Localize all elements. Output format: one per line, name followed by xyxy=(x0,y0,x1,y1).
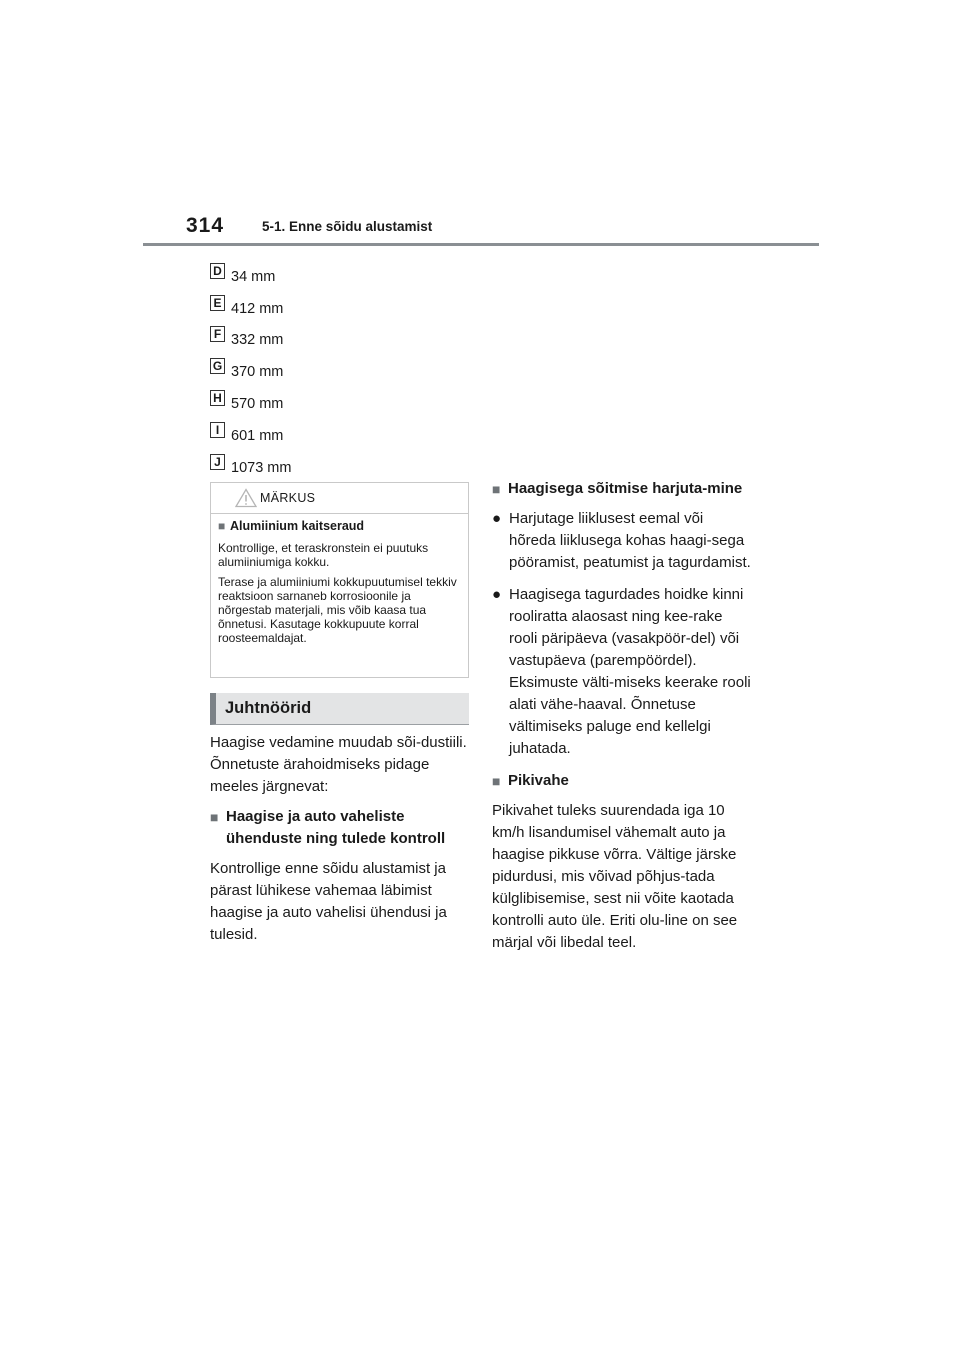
dimension-value: 1073 mm xyxy=(231,459,292,476)
dimension-value: 34 mm xyxy=(231,268,276,285)
subheading-text: Pikivahe xyxy=(508,772,569,789)
dimension-value: 370 mm xyxy=(231,364,284,381)
list-item-text: Harjutage liiklusest eemal või hõreda liiklusega kohas haagi-sega pööramist, peatumist ja tagurdamist. xyxy=(509,510,751,571)
list-item-text: Haagisega tagurdades hoidke kinni rooliratta alaosast ning kee-rake rooli päripäeva (vasakpöör-del) või vastupäeva (parempöördel). Eksimuste välti-miseks keerake rooli alati vähe-haaval. Õnnetuse vältimiseks paluge end kellelgi juhatada. xyxy=(509,586,751,757)
section-heading: Juhtnöörid xyxy=(225,699,312,717)
subheading-text: Haagise ja auto vaheliste ühenduste ning tulede kontroll xyxy=(226,808,446,847)
section-heading-bar xyxy=(210,693,469,725)
dimension-row xyxy=(210,386,291,418)
bullet-icon: ● xyxy=(492,586,502,603)
square-bullet-icon: ■ xyxy=(218,519,226,533)
dimension-value: 601 mm xyxy=(231,427,284,444)
right-column xyxy=(492,478,754,962)
dimension-row xyxy=(210,259,291,291)
notice-subheading xyxy=(218,519,462,533)
notice-subheading-text: Alumiinium kaitseraud xyxy=(230,519,365,533)
notice-paragraph: Terase ja alumiiniumi kokkupuutumisel tekkiv reaktsioon sarnaneb korrosioonile ja nõrgestab materjali, mis võib kaasa tua õnnetusi. Kasutage kokkupuute korral roosteemaldajat. xyxy=(218,575,457,645)
warning-triangle-icon xyxy=(235,488,257,508)
subheading xyxy=(210,806,472,850)
dimension-label: I xyxy=(210,422,225,438)
dimension-label: J xyxy=(210,454,225,470)
square-bullet-icon: ■ xyxy=(492,481,501,497)
subheading-text: Haagisega sõitmise harjuta-mine xyxy=(508,480,743,497)
dimension-label: D xyxy=(210,263,225,279)
dimension-label: F xyxy=(210,326,225,342)
dimension-label: E xyxy=(210,295,225,311)
notice-paragraph: Kontrollige, et teraskronstein ei puutuks alumiiniumiga kokku. xyxy=(218,541,429,569)
page-number: 314 xyxy=(186,214,225,237)
dimension-list xyxy=(210,259,291,482)
notice-body xyxy=(211,514,468,645)
bullet-icon: ● xyxy=(492,510,502,527)
dimension-value: 412 mm xyxy=(231,300,284,317)
list-item xyxy=(492,508,754,574)
dimension-label: H xyxy=(210,390,225,406)
dimension-label: G xyxy=(210,358,225,374)
dimension-row xyxy=(210,323,291,355)
list-item xyxy=(492,584,754,760)
square-bullet-icon: ■ xyxy=(492,773,501,789)
intro-paragraph: Haagise vedamine muudab sõi-dustiili. Õnnetuste ärahoidmiseks pidage meeles järgnevat: xyxy=(210,734,467,795)
body-paragraph: Pikivahet tuleks suurendada iga 10 km/h lisandumisel vähemalt auto ja haagise pikkuse võrra. Vältige järske pidurdusi, mis võivad põhjus-tada külglibisemise, sest nii võite kaotada kontrolli auto üle. Eriti olu-line on see märjal või libedal teel. xyxy=(492,802,738,951)
subheading xyxy=(492,478,754,500)
dimension-row xyxy=(210,450,291,482)
header-divider xyxy=(143,243,819,246)
notice-title: MÄRKUS xyxy=(260,491,316,505)
dimension-row xyxy=(210,291,291,323)
notice-box xyxy=(210,482,469,678)
dimension-row xyxy=(210,418,291,450)
dimension-value: 570 mm xyxy=(231,396,284,413)
dimension-value: 332 mm xyxy=(231,332,284,349)
notice-header xyxy=(211,483,468,514)
square-bullet-icon: ■ xyxy=(210,809,219,825)
subheading xyxy=(492,770,754,792)
left-column xyxy=(210,732,472,954)
section-title: 5-1. Enne sõidu alustamist xyxy=(262,219,433,234)
body-paragraph: Kontrollige enne sõidu alustamist ja pärast lühikese vahemaa läbimist haagise ja auto vahelisi ühendusi ja tulesid. xyxy=(210,860,447,943)
dimension-row xyxy=(210,354,291,386)
